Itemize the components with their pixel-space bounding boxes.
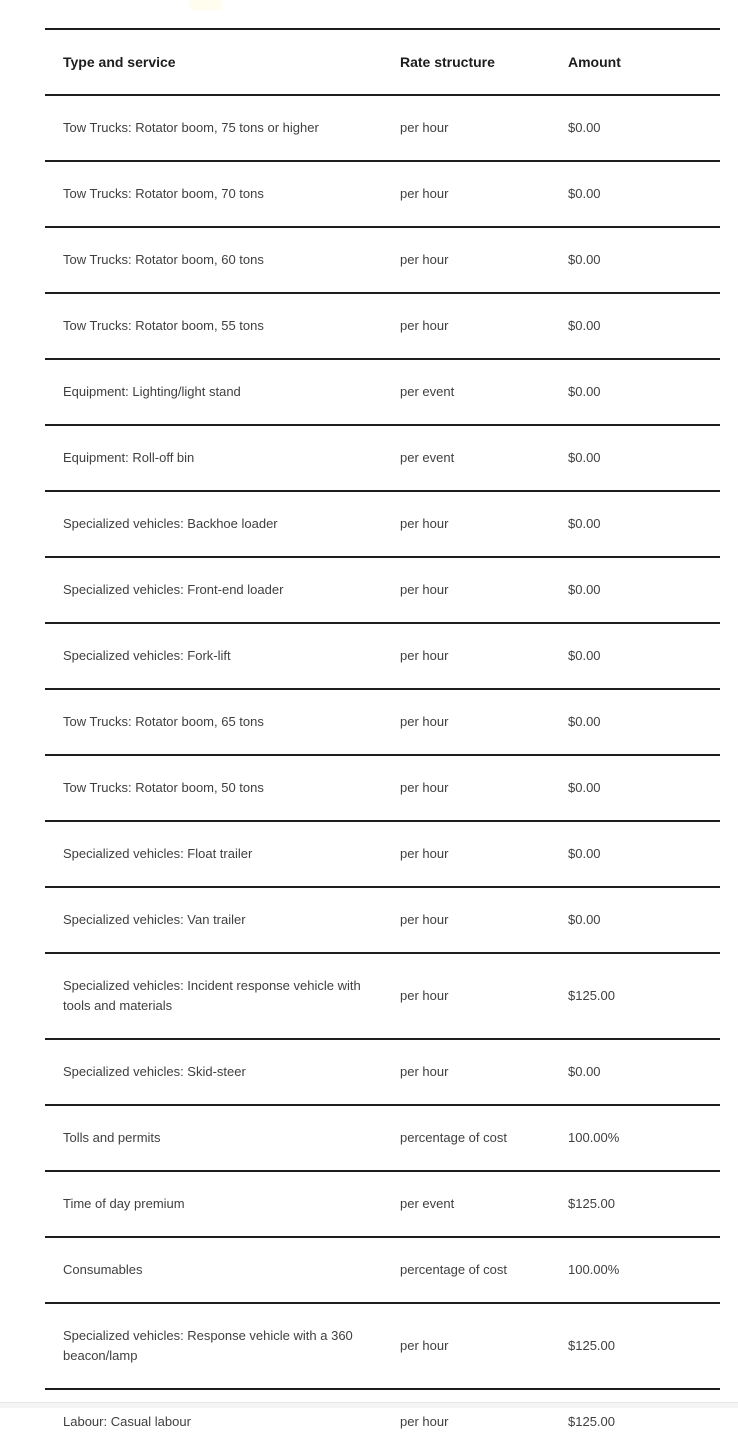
cell-type-and-service: Specialized vehicles: Response vehicle with a 360 beacon/lamp [63,1328,353,1363]
cell-rate-structure: per hour [400,186,449,201]
cell-type-and-service: Specialized vehicles: Van trailer [63,912,246,927]
table-row [45,1303,720,1389]
cell-type-and-service: Tow Trucks: Rotator boom, 65 tons [63,714,264,729]
cell-type-and-service: Equipment: Lighting/light stand [63,384,241,399]
cell-rate-structure: per hour [400,252,449,267]
cell-type-and-service: Specialized vehicles: Fork-lift [63,648,231,663]
cell-type-and-service: Specialized vehicles: Front-end loader [63,582,284,597]
cell-type-and-service: Tow Trucks: Rotator boom, 50 tons [63,780,264,795]
cell-amount: $125.00 [568,1414,615,1429]
cell-type-and-service: Tolls and permits [63,1130,161,1145]
cell-rate-structure: per hour [400,988,449,1003]
cell-amount: $0.00 [568,912,601,927]
header-row [45,29,720,95]
table-row [45,293,720,359]
cell-type-and-service: Tow Trucks: Rotator boom, 75 tons or higher [63,120,319,135]
cell-type-and-service: Tow Trucks: Rotator boom, 60 tons [63,252,264,267]
cell-rate-structure: percentage of cost [400,1262,507,1277]
cell-rate-structure: per hour [400,846,449,861]
table-row [45,491,720,557]
cell-amount: $0.00 [568,648,601,663]
cell-rate-structure: per hour [400,318,449,333]
cell-rate-structure: per hour [400,1414,449,1429]
cell-amount: $0.00 [568,186,601,201]
cell-amount: 100.00% [568,1130,620,1145]
table-row [45,887,720,953]
cell-rate-structure: per hour [400,780,449,795]
cell-type-and-service: Tow Trucks: Rotator boom, 70 tons [63,186,264,201]
table-row [45,623,720,689]
cell-amount: $0.00 [568,780,601,795]
cell-rate-structure: per hour [400,1064,449,1079]
column-header-rate-structure: Rate structure [400,54,495,70]
cell-amount: $0.00 [568,516,601,531]
cell-amount: $0.00 [568,714,601,729]
column-header-type-and-service: Type and service [63,54,176,70]
table-row [45,425,720,491]
cell-type-and-service: Labour: Casual labour [63,1414,191,1429]
cell-amount: $125.00 [568,988,615,1003]
table-row [45,1039,720,1105]
cell-amount: $0.00 [568,384,601,399]
cell-amount: $125.00 [568,1338,615,1353]
table-row [45,557,720,623]
cell-amount: $0.00 [568,582,601,597]
cell-rate-structure: per event [400,1196,455,1211]
cell-amount: $0.00 [568,318,601,333]
cell-amount: $0.00 [568,450,601,465]
rates-table-header [45,29,720,95]
cell-amount: $0.00 [568,120,601,135]
cell-type-and-service: Specialized vehicles: Incident response vehicle with tools and materials [63,978,361,1013]
cell-rate-structure: per hour [400,714,449,729]
cell-type-and-service: Equipment: Roll-off bin [63,450,195,465]
table-row [45,161,720,227]
table-row [45,1171,720,1237]
cell-type-and-service: Specialized vehicles: Backhoe loader [63,516,278,531]
cell-type-and-service: Consumables [63,1262,143,1277]
viewport-bottom-edge [0,1402,738,1408]
rates-table-container [45,28,720,1454]
table-row [45,821,720,887]
table-row [45,755,720,821]
cell-amount: $0.00 [568,846,601,861]
cell-amount: 100.00% [568,1262,620,1277]
table-row [45,359,720,425]
rates-table-body [45,95,720,1454]
column-header-amount: Amount [568,54,621,70]
table-row [45,1105,720,1171]
cell-rate-structure: per hour [400,912,449,927]
cell-rate-structure: per event [400,384,455,399]
cell-rate-structure: per hour [400,648,449,663]
cell-amount: $125.00 [568,1196,615,1211]
cell-type-and-service: Tow Trucks: Rotator boom, 55 tons [63,318,264,333]
cell-rate-structure: per hour [400,516,449,531]
cell-amount: $0.00 [568,1064,601,1079]
table-row [45,1237,720,1303]
cell-type-and-service: Specialized vehicles: Skid-steer [63,1064,246,1079]
cell-rate-structure: per hour [400,120,449,135]
rates-table [45,28,720,1454]
cell-rate-structure: percentage of cost [400,1130,507,1145]
cell-rate-structure: per event [400,450,455,465]
table-row [45,227,720,293]
table-row [45,689,720,755]
cell-rate-structure: per hour [400,582,449,597]
cell-type-and-service: Specialized vehicles: Float trailer [63,846,253,861]
cursor-highlight-artifact [190,0,222,10]
cell-rate-structure: per hour [400,1338,449,1353]
table-row [45,95,720,161]
table-row [45,1389,720,1454]
table-row [45,953,720,1039]
cell-amount: $0.00 [568,252,601,267]
cell-type-and-service: Time of day premium [63,1196,185,1211]
